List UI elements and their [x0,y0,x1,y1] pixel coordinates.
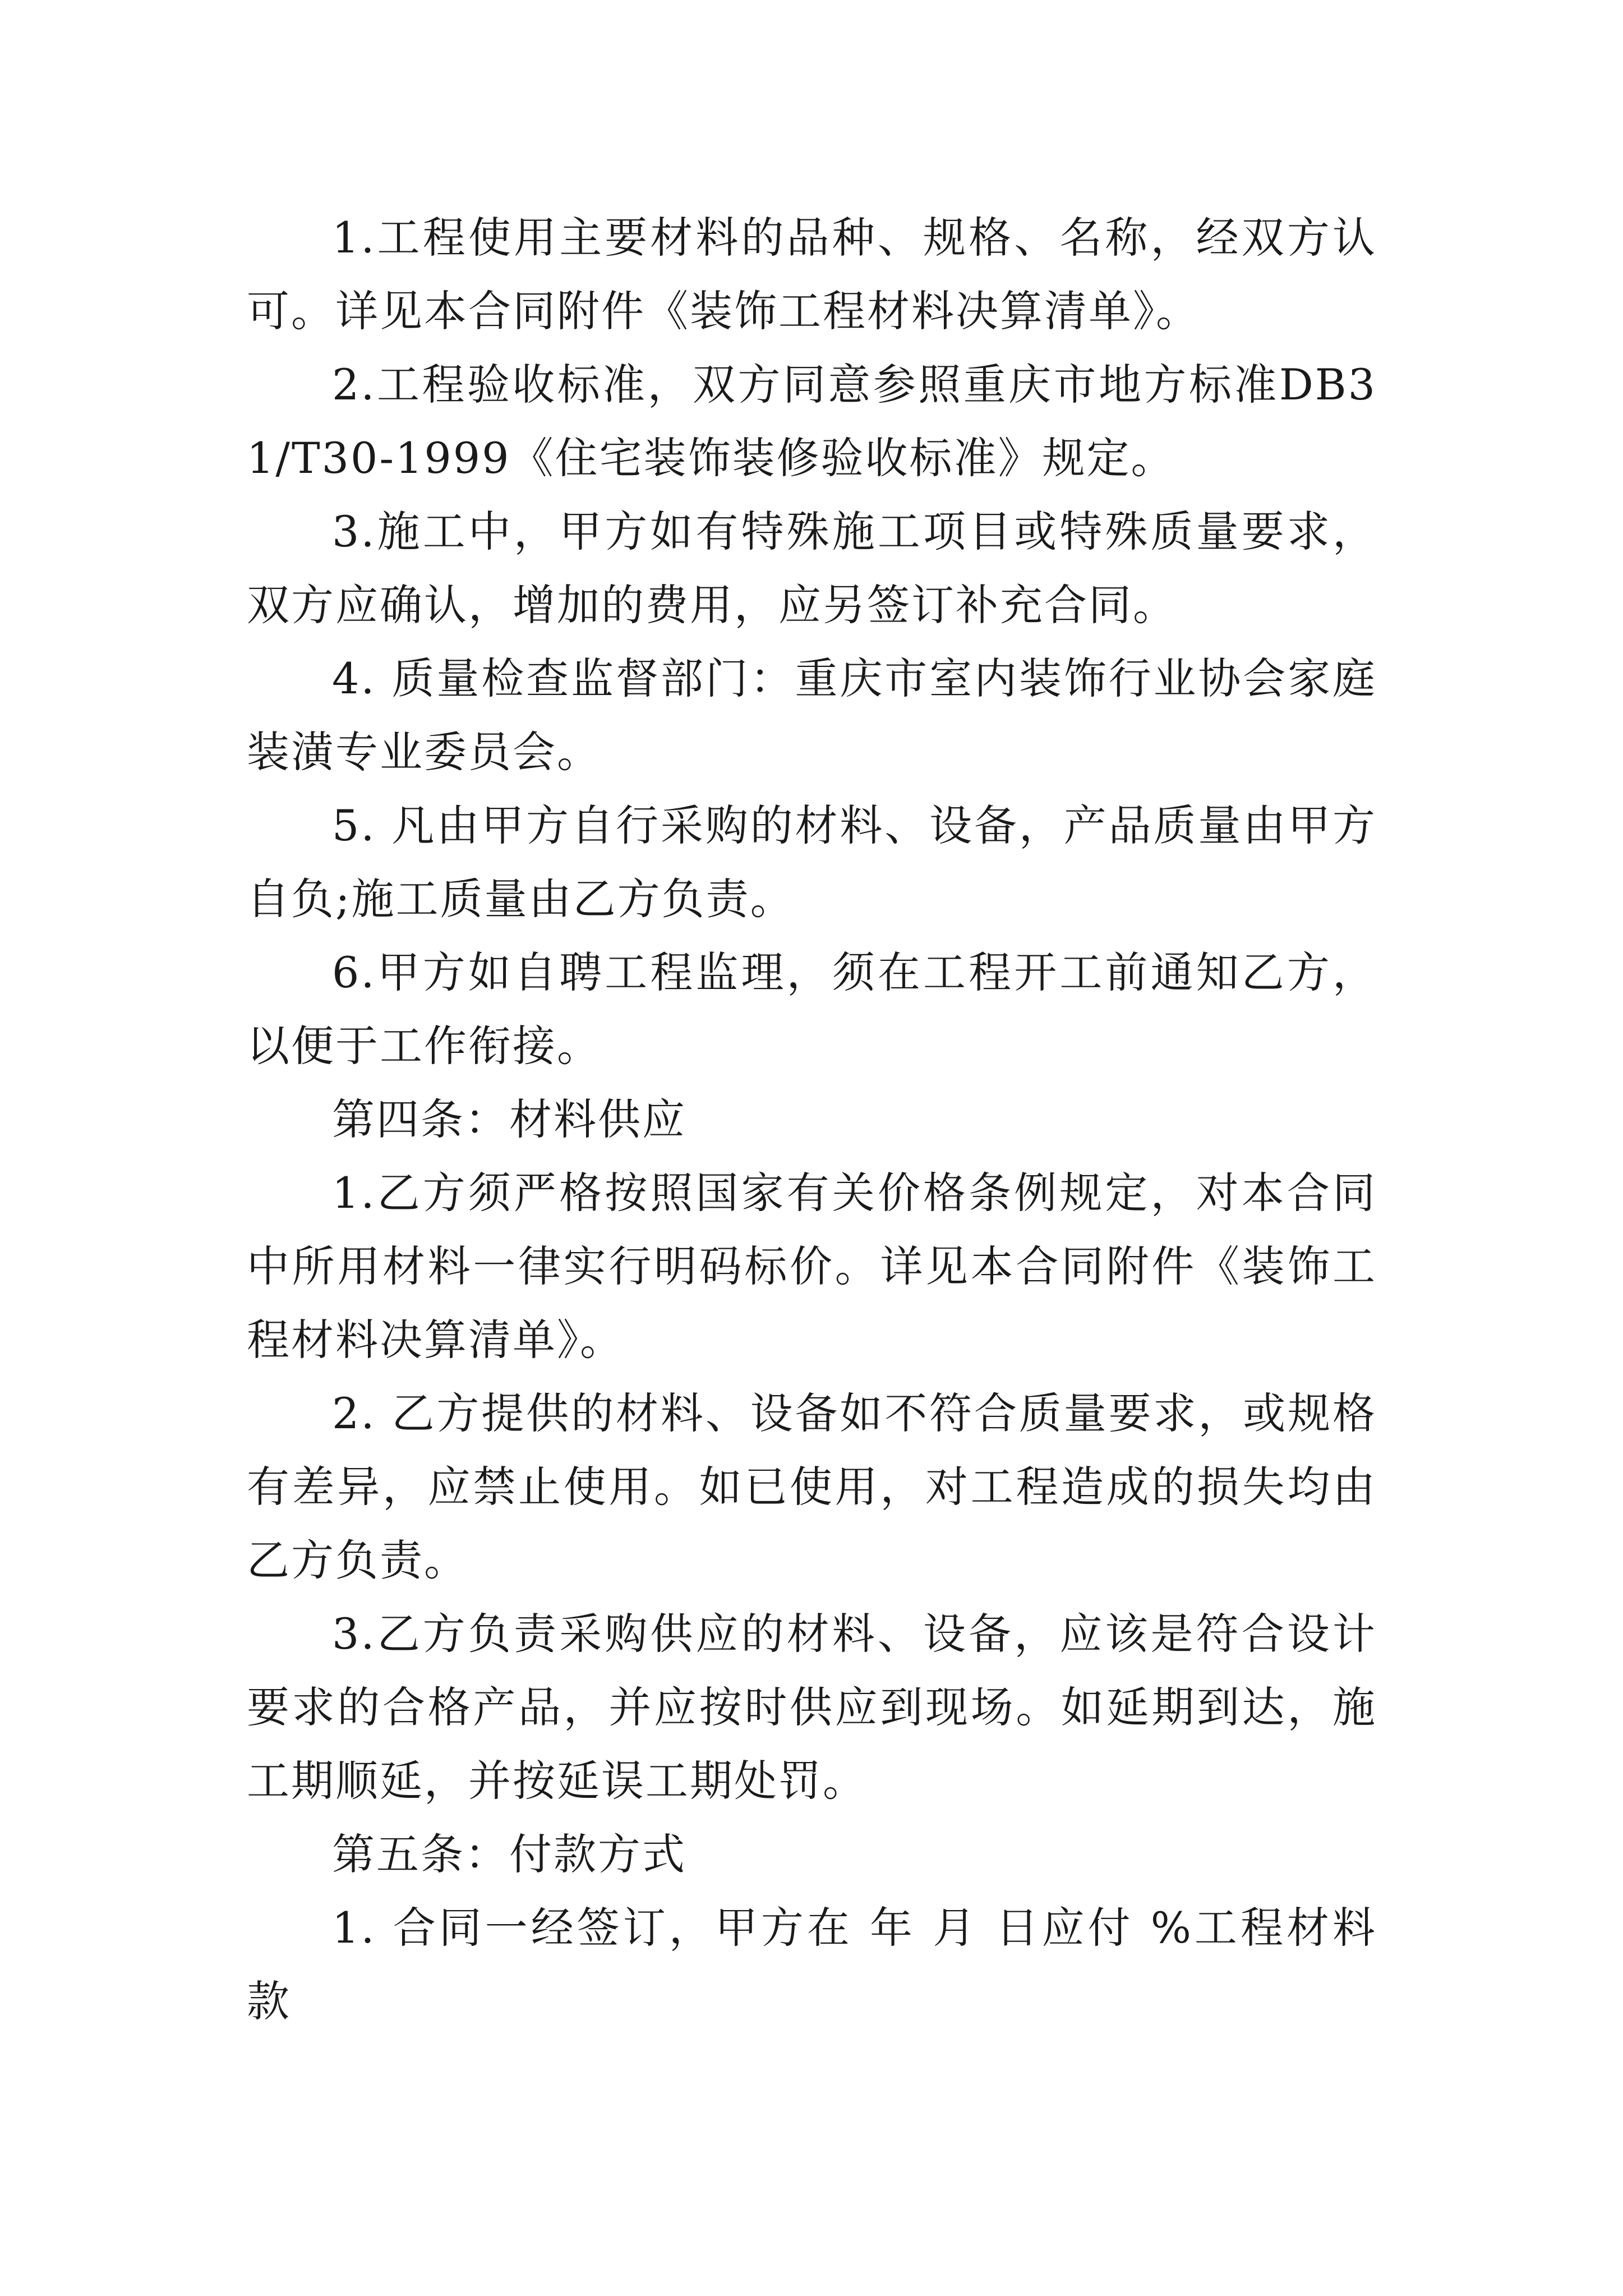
clause-5-heading: 第五条：付款方式 [332,1829,686,1879]
clause-3-item-6: 6.甲方如自聘工程监理，须在工程开工前通知乙方，以便于工作衔接。 [247,947,1377,1071]
clause-3-item-4: 4. 质量检查监督部门：重庆市室内装饰行业协会家庭装潢专业委员会。 [247,654,1377,777]
document-body [247,201,1377,2038]
clause-3-item-2: 2.工程验收标准，双方同意参照重庆市地方标准DB31/T30-1999《住宅装饰装修验收标准》规定。 [247,360,1377,483]
clause-4-item-1: 1.乙方须严格按照国家有关价格条例规定，对本合同中所用材料一律实行明码标价。详见本合同附件《装饰工程材料决算清单》。 [247,1168,1377,1365]
clause-4-heading: 第四条：材料供应 [332,1094,686,1144]
clause-4-item-3: 3.乙方负责采购供应的材料、设备，应该是符合设计要求的合格产品，并应按时供应到现场。如延期到达，施工期顺延，并按延误工期处罚。 [247,1609,1377,1806]
clause-3-item-3: 3.施工中，甲方如有特殊施工项目或特殊质量要求，双方应确认，增加的费用，应另签订补充合同。 [247,507,1377,630]
clause-3-item-5: 5. 凡由甲方自行采购的材料、设备，产品质量由甲方自负;施工质量由乙方负责。 [247,800,1377,924]
clause-3-item-1: 1.工程使用主要材料的品种、规格、名称，经双方认可。详见本合同附件《装饰工程材料决算清单》。 [247,213,1377,336]
clause-4-item-2: 2. 乙方提供的材料、设备如不符合质量要求，或规格有差异，应禁止使用。如已使用，对工程造成的损失均由乙方负责。 [247,1388,1377,1585]
clause-5-item-1: 1. 合同一经签订，甲方在 年 月 日应付 %工程材料款 [247,1903,1377,2026]
